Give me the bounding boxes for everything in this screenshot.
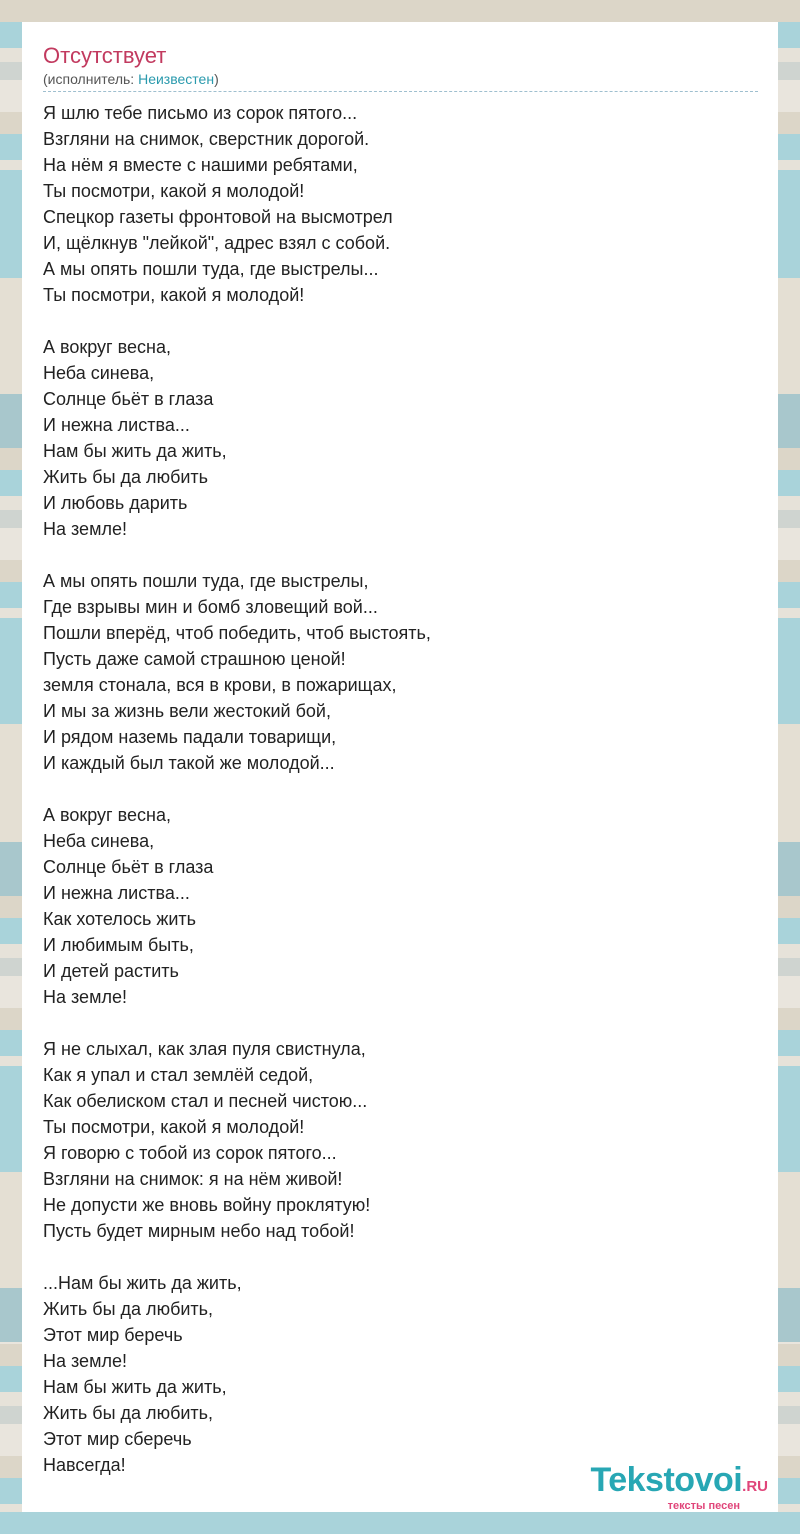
lyric-line <box>43 542 758 568</box>
lyric-line: Жить бы да любить <box>43 467 209 487</box>
lyric-line: Нам бы жить да жить, <box>43 441 227 461</box>
lyric-line <box>43 308 758 334</box>
logo-tagline: тексты песен <box>667 1500 740 1512</box>
site-logo[interactable] <box>590 1463 768 1512</box>
lyric-line: Этот мир беречь <box>43 1325 183 1345</box>
lyric-line: Солнце бьёт в глаза <box>43 857 214 877</box>
lyric-line: земля стонала, вся в крови, в пожарищах, <box>43 675 397 695</box>
lyric-line: Пошли вперёд, чтоб победить, чтоб выстоять, <box>43 623 431 643</box>
lyric-line: Навсегда! <box>43 1455 126 1475</box>
lyric-line: Я говорю с тобой из сорок пятого... <box>43 1143 337 1163</box>
lyric-line: Взгляни на снимок: я на нём живой! <box>43 1169 343 1189</box>
logo-wordmark: Tekstovoi <box>590 1461 743 1499</box>
lyric-line: Как обелиском стал и песней чистою... <box>43 1091 368 1111</box>
lyric-line: Ты посмотри, какой я молодой! <box>43 285 305 305</box>
artist-link[interactable]: Неизвестен <box>138 71 215 87</box>
lyric-line: А мы опять пошли туда, где выстрелы... <box>43 259 379 279</box>
artist-line <box>43 70 758 92</box>
lyric-line: Спецкор газеты фронтовой на высмотрел <box>43 207 393 227</box>
lyric-line: Пусть даже самой страшною ценой! <box>43 649 346 669</box>
lyric-line: Пусть будет мирным небо над тобой! <box>43 1221 355 1241</box>
lyric-line: Как хотелось жить <box>43 909 197 929</box>
stripe-band <box>0 1512 800 1534</box>
lyric-line: И нежна листва... <box>43 883 190 903</box>
lyric-line: Неба синева, <box>43 831 155 851</box>
lyric-line: А вокруг весна, <box>43 337 171 357</box>
song-title: Отсутствует <box>43 43 167 68</box>
lyric-line: Я шлю тебе письмо из сорок пятого... <box>43 103 358 123</box>
lyric-line: И рядом наземь падали товарищи, <box>43 727 337 747</box>
lyric-line: Не допусти же вновь войну проклятую! <box>43 1195 371 1215</box>
lyric-line: На земле! <box>43 987 127 1007</box>
lyric-line: Ты посмотри, какой я молодой! <box>43 181 305 201</box>
lyric-line: А мы опять пошли туда, где выстрелы, <box>43 571 369 591</box>
lyric-line: Этот мир сберечь <box>43 1429 192 1449</box>
lyric-line: Солнце бьёт в глаза <box>43 389 214 409</box>
lyric-line: И любовь дарить <box>43 493 188 513</box>
lyric-line: И, щёлкнув "лейкой", адрес взял с собой. <box>43 233 391 253</box>
lyric-line: ...Нам бы жить да жить, <box>43 1273 242 1293</box>
lyrics-card <box>22 22 778 1512</box>
lyric-line: И каждый был такой же молодой... <box>43 753 335 773</box>
lyric-line <box>43 1010 758 1036</box>
lyric-line: И детей растить <box>43 961 179 981</box>
artist-prefix: (исполнитель: <box>43 71 139 87</box>
lyric-line: И мы за жизнь вели жестокий бой, <box>43 701 331 721</box>
lyric-line: Где взрывы мин и бомб зловещий вой... <box>43 597 378 617</box>
artist-suffix: ) <box>214 71 219 87</box>
lyric-line: На земле! <box>43 519 127 539</box>
lyric-line <box>43 776 758 802</box>
lyric-line: И любимым быть, <box>43 935 194 955</box>
lyric-line: Неба синева, <box>43 363 155 383</box>
lyric-line: И нежна листва... <box>43 415 190 435</box>
lyric-line: На нём я вместе с нашими ребятами, <box>43 155 358 175</box>
lyric-line: А вокруг весна, <box>43 805 171 825</box>
lyric-line: Я не слыхал, как злая пуля свистнула, <box>43 1039 366 1059</box>
lyric-line: Жить бы да любить, <box>43 1299 214 1319</box>
lyric-line: Жить бы да любить, <box>43 1403 214 1423</box>
logo-tld: .RU <box>742 1478 768 1495</box>
lyric-line: Взгляни на снимок, сверстник дорогой. <box>43 129 370 149</box>
lyric-line: На земле! <box>43 1351 127 1371</box>
lyric-line: Как я упал и стал землёй седой, <box>43 1065 314 1085</box>
lyric-line <box>43 1244 758 1270</box>
lyrics-text <box>43 100 758 1478</box>
lyric-line: Ты посмотри, какой я молодой! <box>43 1117 305 1137</box>
lyric-line: Нам бы жить да жить, <box>43 1377 227 1397</box>
